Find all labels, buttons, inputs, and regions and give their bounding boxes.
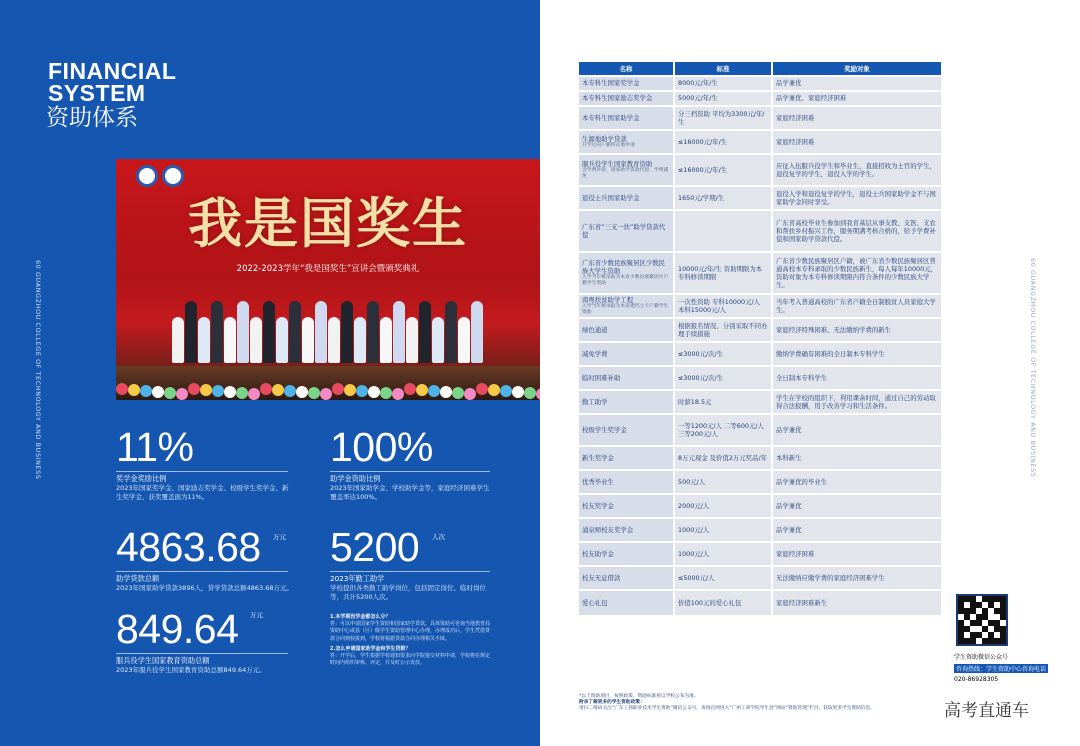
financial-aid-table: [579, 60, 943, 617]
cell-name: [579, 253, 675, 293]
balloon: [404, 383, 416, 395]
cell-target: 家庭经济困难: [773, 107, 943, 129]
person-figure: [432, 317, 444, 363]
balloon: [272, 384, 284, 396]
cell-name: [579, 591, 675, 615]
cell-target: 品学兼优的毕业生: [773, 471, 943, 493]
person-figure: [224, 317, 236, 363]
photo-people: [172, 283, 492, 363]
footnote-heading: 附录了解更多的学生资助政策：: [579, 700, 645, 706]
table-row: [579, 343, 943, 365]
person-figure: [341, 301, 353, 363]
stat-unit: 万元: [273, 533, 286, 541]
cell-name: [579, 367, 675, 389]
title-line-1: FINANCIAL: [48, 58, 177, 84]
stat-desc: 2023年国家奖学金、国家励志奖学金、校级学生奖学金、新生奖学金、获奖覆盖面为11%。: [116, 484, 289, 501]
cell-standard: 2000元/人: [675, 495, 773, 517]
cell-name: [579, 155, 675, 185]
cell-standard: ≤3000元/次/生: [675, 367, 773, 389]
table-row: [579, 415, 943, 445]
aid-name: 广东省“三支一扶”助学贷款代偿: [582, 222, 666, 239]
balloon: [200, 384, 212, 396]
cell-standard: 1000元/人: [675, 543, 773, 565]
balloon: [344, 384, 356, 396]
cell-target: 家庭经济特殊困难、无法缴纳学费的新生: [773, 319, 943, 341]
table-row: [579, 567, 943, 589]
cell-standard: 8万元现金 及价值2万元奖品/年: [675, 447, 773, 469]
photo-banner: 我是国奖生: [188, 191, 468, 255]
table-row: [579, 471, 943, 493]
stat-unit: 人次: [432, 533, 445, 541]
aid-name: 服兵役学生国家教育资助: [582, 159, 653, 168]
title-line-2: SYSTEM: [48, 80, 146, 106]
balloon: [116, 383, 128, 395]
cell-name: [579, 343, 675, 365]
cell-standard: 分三档资助 平均为3300元/年/生: [675, 107, 773, 129]
cell-target: 品学兼优: [773, 519, 943, 541]
stat-label: 2023年勤工助学: [330, 574, 385, 583]
cell-standard: 价值100元的爱心礼包: [675, 591, 773, 615]
cell-name: [579, 107, 675, 129]
aid-name: 校友助学金: [582, 550, 614, 559]
qr-code[interactable]: [956, 594, 1008, 646]
col-header-standard: 标准: [675, 62, 773, 75]
table-body: [579, 77, 943, 615]
aid-name: 临时困难补助: [582, 374, 621, 383]
cell-target: 无法缴纳应缴学费的家庭经济困难学生: [773, 567, 943, 589]
table-row: [579, 319, 943, 341]
aid-name: 本专科生国家奖学金: [582, 79, 640, 88]
aid-name: 生源地助学贷款: [582, 134, 627, 143]
balloon: [488, 384, 500, 396]
cell-target: 应征入伍服兵役学生和毕业生，直接招收为士官的学生，退役复学的学生，退役入学的学生。: [773, 155, 943, 185]
aid-name: 涌泉师校友奖学金: [582, 526, 634, 535]
watermark: 高考直通车: [944, 701, 1029, 721]
award-ceremony-photo: [116, 159, 540, 400]
cell-standard: ≤16000元/年/生: [675, 155, 773, 185]
col-header-name: 名称: [579, 62, 675, 75]
table-row: [579, 495, 943, 517]
cell-name: [579, 543, 675, 565]
table-row: [579, 92, 943, 105]
aid-name: 绿色通道: [582, 326, 608, 335]
person-figure: [328, 317, 340, 363]
cell-name: [579, 415, 675, 445]
balloon: [332, 383, 344, 395]
table-row: [579, 253, 943, 293]
stat-desc: 2023年国家助学贷款3896人，贷学贷款总额4863.68万元。: [116, 584, 293, 592]
stat-divider: [330, 471, 490, 472]
cell-standard: ≤16000元/年/生: [675, 131, 773, 153]
stat-divider: [116, 653, 288, 654]
cell-standard: 根据报名情况，分别采取不同办理手续措施: [675, 319, 773, 341]
cell-target: 本科新生: [773, 447, 943, 469]
balloon: [152, 386, 164, 398]
qr-phone: 020-86928305: [954, 676, 999, 683]
aid-name: 减免学费: [582, 350, 608, 359]
cell-standard: 一等1200元/人 二等600元/人 三等200元/人: [675, 415, 773, 445]
faq-question: 2.怎么申请国家助学金和学生贷款？: [330, 645, 411, 652]
balloon: [212, 385, 224, 397]
balloon: [176, 388, 188, 400]
cell-target: 品学兼优、家庭经济困难: [773, 92, 943, 105]
balloon: [464, 388, 476, 400]
cell-name: [579, 187, 675, 209]
footnote-line: 请扫二维码关注“广东工商职业技术学生资助”微信公众号，查询官网进入“广州工商学院学生处”网站“资助管理”栏目，获取更多学生资助信息。: [579, 706, 875, 712]
side-text-right: 60 GUANGZHOU COLLEGE OF TECHNOLOGY AND BUSINESS: [1029, 258, 1037, 478]
person-figure: [172, 317, 184, 363]
table-row: [579, 131, 943, 153]
cell-name: [579, 92, 675, 105]
cell-standard: ≤5000元/人: [675, 567, 773, 589]
balloon: [512, 386, 524, 398]
aid-name: 南粤扶贫助学工程: [582, 296, 634, 304]
cell-target: 品学兼优: [773, 495, 943, 517]
person-figure: [367, 301, 379, 363]
cell-standard: ≤3000元/次/生: [675, 343, 773, 365]
cell-standard: 1000元/人: [675, 519, 773, 541]
stat-desc: 2023年服兵役学生国家教育资助总额849.64万元。: [116, 666, 266, 674]
aid-name: 退役士兵国家助学金: [582, 193, 640, 202]
cell-standard: [675, 211, 773, 251]
person-figure: [237, 301, 249, 363]
balloon: [524, 387, 536, 399]
balloon: [416, 384, 428, 396]
stat-unit: 万元: [250, 611, 263, 619]
cell-target: 品学兼优: [773, 77, 943, 90]
cell-standard: 10000元/年/生 资助期限为本专科修读期限: [675, 253, 773, 293]
cell-target: 家庭经济困难: [773, 131, 943, 153]
stat-value: 11%: [116, 424, 194, 470]
aid-subnote: 入学当年被录取为本省建档立卡户籍学生资助: [582, 304, 669, 316]
stat-value: 4863.68: [116, 524, 261, 570]
stat-divider: [116, 471, 288, 472]
qr-label: 学生资助微信公众号: [954, 654, 1009, 661]
person-figure: [393, 301, 405, 363]
person-figure: [302, 317, 314, 363]
footnote: [579, 694, 959, 713]
balloon: [356, 385, 368, 397]
person-figure: [458, 317, 470, 363]
cell-target: 品学兼优: [773, 415, 943, 445]
table-row: [579, 367, 943, 389]
balloon: [392, 388, 404, 400]
stat-desc: 学校提供各类勤工助学岗位，包括固定岗位、临时岗位等，共计5200人次。: [330, 584, 486, 601]
title-english: [48, 60, 176, 104]
cell-name: [579, 519, 675, 541]
balloon: [500, 385, 512, 397]
aid-name: 校友奖学金: [582, 502, 614, 511]
cell-standard: 5000元/年/生: [675, 92, 773, 105]
aid-name: 校级学生奖学金: [582, 426, 627, 435]
cell-target: 退役入学和退役复学的学生，退役士兵国家助学金不与国家助学金同时享受。: [773, 187, 943, 209]
qr-cell: [1000, 638, 1006, 644]
person-figure: [289, 301, 301, 363]
table-header-row: [579, 62, 943, 75]
aid-name: 本专科生国家励志奖学金: [582, 94, 653, 103]
balloon: [224, 386, 236, 398]
cell-name: [579, 211, 675, 251]
table-row: [579, 519, 943, 541]
person-figure: [354, 317, 366, 363]
stat-value: 5200: [330, 524, 420, 570]
faq-answer: 答：开学后，学生根据学校通知要求向学院提交材料申请，学校将在规定时间内组织审核、评定，并及时公示发放。: [330, 653, 491, 667]
cell-name: [579, 319, 675, 341]
stat-label: 服兵役学生国家教育资助总额: [116, 656, 210, 665]
aid-subnote: 开学后向户籍所在地申请: [582, 143, 635, 149]
cell-name: [579, 447, 675, 469]
stat-value: 849.64: [116, 606, 239, 652]
table-row: [579, 107, 943, 129]
title-chinese: 资助体系: [46, 105, 138, 131]
cell-name: [579, 471, 675, 493]
person-figure: [419, 301, 431, 363]
balloon: [128, 384, 140, 396]
side-text-left: 60 GUANGZHOU COLLEGE OF TECHNOLOGY AND BUSINESS: [34, 260, 42, 480]
cell-target: 家庭经济困难新生: [773, 591, 943, 615]
person-figure: [380, 317, 392, 363]
cell-standard: 一次性资助 专科10000元/人 本科15000元/人: [675, 295, 773, 317]
cell-name: [579, 567, 675, 589]
cell-target: 广东省高校毕业生参加到我省基层从事支教、支医、支农和帮扶乡村振兴工作，服务期满考核合格的，给予学费补偿和国家助学贷款代偿。: [773, 211, 943, 251]
balloon: [284, 385, 296, 397]
balloon: [476, 383, 488, 395]
col-header-target: 奖励对象: [773, 62, 943, 75]
aid-name: 爱心礼包: [582, 599, 608, 608]
balloon: [320, 388, 332, 400]
table-row: [579, 77, 943, 90]
aid-name: 广东省少数民族聚居区少数民族大学生资助: [582, 258, 666, 275]
cell-target: 广东省少数民族聚居区户籍，被广东省少数民族聚居区普通高校本专科录取的少数民族新生，每人每年10000元，资助对象为本专科修读期限内符合条件的少数民族大学生。: [773, 253, 943, 293]
cell-target: 学生在学校的组织下，利用课余时间，通过自己的劳动取得合法报酬，用于改善学习和生活条件。: [773, 391, 943, 413]
stat-desc: 2023年国家助学金、学校助学金等，家庭经济困难学生覆盖率达100%。: [330, 484, 490, 501]
cell-name: [579, 495, 675, 517]
photo-balloons: [116, 383, 540, 400]
balloon: [428, 385, 440, 397]
person-figure: [315, 301, 327, 363]
balloon: [188, 383, 200, 395]
person-figure: [250, 317, 262, 363]
aid-name: 优秀毕业生: [582, 478, 614, 487]
aid-name: 本专科生国家助学金: [582, 113, 640, 122]
cell-name: [579, 295, 675, 317]
table-row: [579, 591, 943, 615]
cell-name: [579, 131, 675, 153]
balloon: [296, 386, 308, 398]
balloon: [236, 387, 248, 399]
stat-value: 100%: [330, 424, 433, 470]
faq-question: 1.本学期没学金都怎么分？: [330, 614, 391, 620]
qr-hotline: 咨询热线：学生资助中心咨询电话: [956, 666, 1047, 673]
cell-standard: 8000元/年/生: [675, 77, 773, 90]
table-row: [579, 295, 943, 317]
table-row: [579, 391, 943, 413]
footnote-line: *以上资助项目，按照政策、资助标准将以学校公布为准。: [579, 694, 699, 699]
balloon: [164, 387, 176, 399]
table-row: [579, 543, 943, 565]
person-figure: [445, 301, 457, 363]
balloon: [368, 386, 380, 398]
aid-name: 新生奖学金: [582, 454, 614, 463]
cell-target: 当年考入普通高校的广东省户籍全日制脱贫人员家庭大学生。: [773, 295, 943, 317]
stat-label: 助学金资助比例: [330, 474, 381, 483]
aid-subnote: 含学费补偿、国家助学贷款代偿、学费减免: [582, 168, 669, 180]
table-row: [579, 447, 943, 469]
cell-target: 缴纳学费确有困难的全日制本专科学生: [773, 343, 943, 365]
cell-standard: 1650元/学期/生: [675, 187, 773, 209]
photo-caption: 2022-2023学年“我是国奖生”宣讲会暨颁奖典礼: [236, 264, 420, 274]
stat-divider: [116, 571, 288, 572]
person-figure: [276, 317, 288, 363]
aid-name: 勤工助学: [582, 398, 608, 407]
cell-standard: 时薪18.5元: [675, 391, 773, 413]
faq-answer: 答：可以申请国家学生资助和国家助学贷款，具体资助可咨询当地教育局资助中心或县（区）级学生资助管理中心办理，办理成功后，学生凭借贷款合同到校报到，学校将根据贷款合同办理相关手续。: [330, 621, 491, 642]
aid-name: 校友无息借款: [582, 574, 621, 583]
cell-target: 全日制本专科学生: [773, 367, 943, 389]
balloon: [380, 387, 392, 399]
balloon: [140, 385, 152, 397]
cell-name: [579, 391, 675, 413]
cell-name: [579, 77, 675, 90]
cell-standard: 500元/人: [675, 471, 773, 493]
table-row: [579, 211, 943, 251]
balloon: [452, 387, 464, 399]
balloon: [260, 383, 272, 395]
stat-label: 助学贷款总额: [116, 574, 160, 583]
aid-subnote: 入学当年被录取为本省少数民族聚居区户籍学生资助: [582, 275, 669, 287]
balloon: [308, 387, 320, 399]
cell-target: 家庭经济困难: [773, 543, 943, 565]
balloon: [248, 388, 260, 400]
table-row: [579, 187, 943, 209]
person-figure: [198, 317, 210, 363]
person-figure: [471, 301, 483, 363]
balloon: [440, 386, 452, 398]
person-figure: [211, 301, 223, 363]
stat-divider: [330, 571, 490, 572]
person-figure: [185, 301, 197, 363]
person-figure: [263, 301, 275, 363]
faq-block: [330, 614, 490, 667]
table-row: [579, 155, 943, 185]
person-figure: [406, 317, 418, 363]
stat-label: 奖学金奖励比例: [116, 474, 167, 483]
